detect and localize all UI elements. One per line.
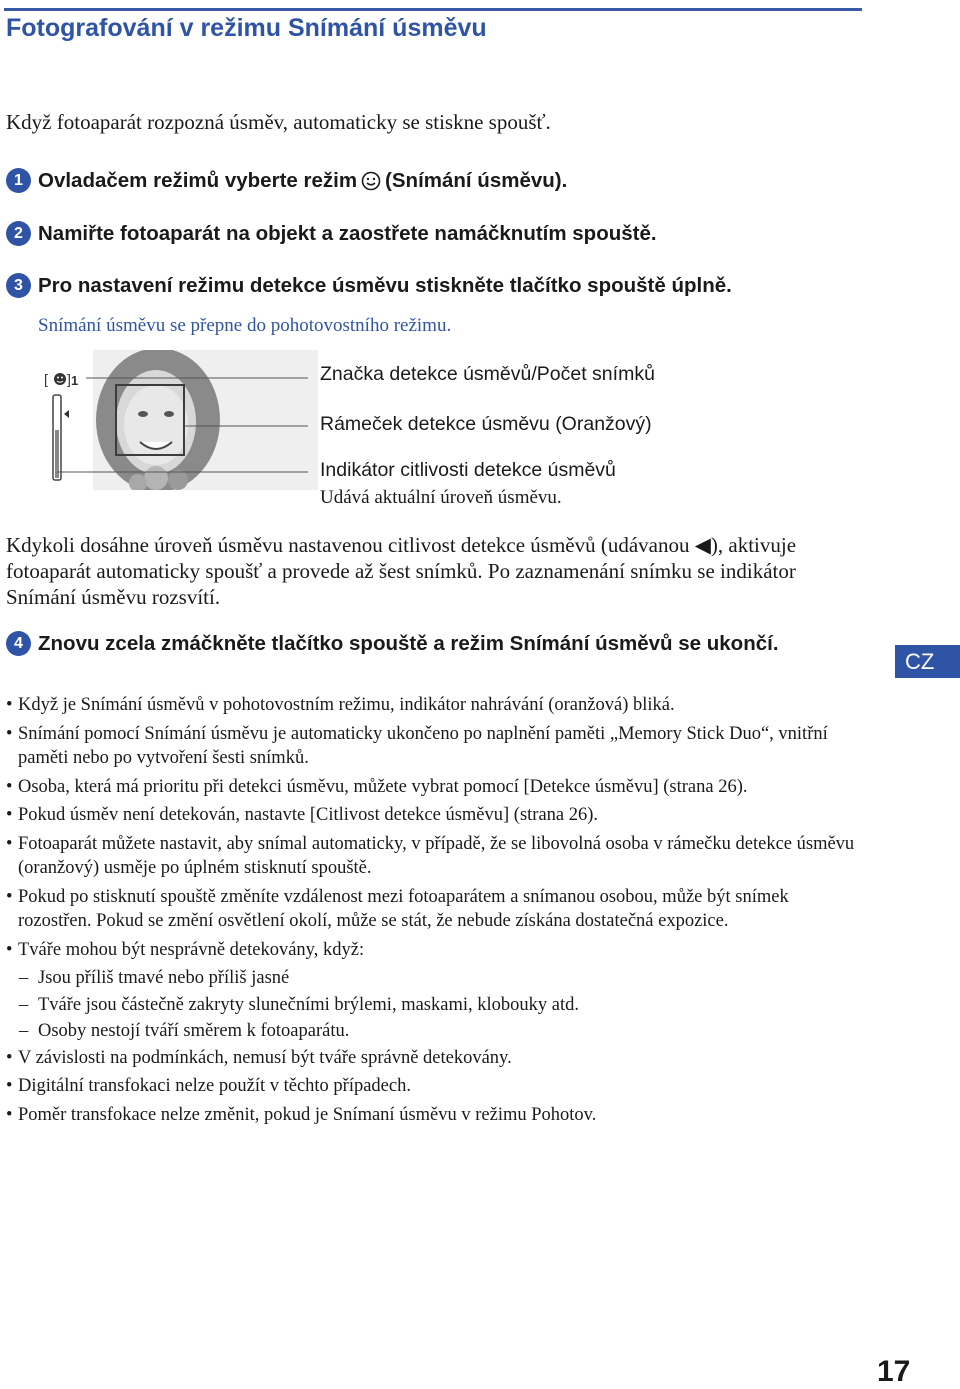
note-item xyxy=(6,722,866,771)
note-item xyxy=(6,832,866,881)
note-item xyxy=(6,1074,866,1099)
step-1 xyxy=(6,168,567,193)
callout-detection-frame: Rámeček detekce úsměvu (Oranžový) xyxy=(320,413,652,435)
note-text: V závislosti na podmínkách, nemusí být tváře správně detekovány. xyxy=(18,1047,512,1068)
step-number: 4 xyxy=(6,631,31,656)
note-text: Pokud po stisknutí spouště změníte vzdálenost mezi fotoaparátem a snímanou osobou, může být snímek rozostřen. Pokud se změní osvětlení okolí, může se stát, že nebude získána dostatečná expozice. xyxy=(18,886,789,931)
note-text: Když je Snímání úsměvů v pohotovostním režimu, indikátor nahrávání (oranžová) bliká. xyxy=(18,695,675,715)
note-text: Digitální transfokaci nelze použít v těchto případech. xyxy=(18,1076,411,1096)
note-text: Tváře mohou být nesprávně detekovány, když: xyxy=(18,939,365,960)
step-number: 1 xyxy=(6,168,31,193)
note-text: Osoby nestojí tváří směrem k fotoaparátu. xyxy=(38,1021,350,1041)
note-text: Fotoaparát můžete nastavit, aby snímal automaticky, v případě, že se libovolná osoba v rámečku detekce úsměvu (oranžový) usměje po úplném stisknutí spouště. xyxy=(18,833,855,878)
note-subitem xyxy=(6,1019,866,1044)
step-4 xyxy=(6,631,779,656)
camera-screen-illustration xyxy=(38,350,318,490)
callout-smile-mark: Značka detekce úsměvů/Počet snímků xyxy=(320,363,655,385)
note-subitem xyxy=(6,966,866,991)
note-text: Tváře jsou částečně zakryty slunečními brýlemi, maskami, klobouky atd. xyxy=(38,994,579,1015)
shot-count: 1 xyxy=(71,373,79,388)
callout-sensitivity-desc: Udává aktuální úroveň úsměvu. xyxy=(320,487,562,508)
step-3-subtext: Snímání úsměvu se přepne do pohotovostního režimu. xyxy=(38,315,452,336)
bullet-marker: • xyxy=(6,1104,13,1125)
dash-marker: – xyxy=(19,968,29,988)
intro-text: Když fotoaparát rozpozná úsměv, automaticky se stiskne spoušť. xyxy=(6,110,551,134)
notes-list xyxy=(6,693,866,1131)
bullet-marker: • xyxy=(6,886,13,907)
step-number: 3 xyxy=(6,273,31,298)
page-number: 17 xyxy=(877,1355,911,1388)
dash-marker: – xyxy=(19,1021,29,1041)
note-item xyxy=(6,693,866,718)
step-text: Pro nastavení režimu detekce úsměvu stiskněte tlačítko spouště úplně. xyxy=(38,273,732,297)
bullet-marker: • xyxy=(6,805,13,825)
dash-marker: – xyxy=(19,994,29,1015)
explanation-paragraph: Kdykoli dosáhne úroveň úsměvu nastavenou citlivost detekce úsměvů (udávanou ◀), aktivuje fotoaparát automaticky spoušť a provede až šest snímků. Po zaznamenání snímku se indikátor Snímání úsměvu rozsvítí. xyxy=(6,533,797,609)
note-text: Snímání pomocí Snímání úsměvu je automaticky ukončeno po naplnění paměti „Memory Stick Duo“, vnitřní paměti nebo po vytvoření šesti snímků. xyxy=(18,723,828,768)
bullet-marker: • xyxy=(6,939,13,960)
language-badge: CZ xyxy=(895,645,960,678)
callout-sensitivity-indicator: Indikátor citlivosti detekce úsměvů xyxy=(320,459,616,481)
step-text: Ovladačem režimů vyberte režim xyxy=(38,168,358,192)
note-subitem xyxy=(6,993,866,1018)
note-text: Poměr transfokace nelze změnit, pokud je Snímaní úsměvu v režimu Pohotov. xyxy=(18,1104,597,1125)
bullet-marker: • xyxy=(6,776,13,797)
step-text: Namiřte fotoaparát na objekt a zaostřete namáčknutím spouště. xyxy=(38,221,657,245)
note-item xyxy=(6,803,866,828)
note-text: Jsou příliš tmavé nebo příliš jasné xyxy=(38,968,290,988)
smile-icon xyxy=(361,171,381,191)
note-item xyxy=(6,1103,866,1128)
note-item xyxy=(6,885,866,934)
bullet-marker: • xyxy=(6,833,13,854)
page-title: Fotografování v režimu Snímání úsměvu xyxy=(6,14,487,42)
step-3 xyxy=(6,273,732,298)
step-number: 2 xyxy=(6,221,31,246)
svg-text:]: ] xyxy=(67,371,71,387)
svg-text:[: [ xyxy=(44,371,48,387)
bullet-marker: • xyxy=(6,1076,13,1096)
bullet-marker: • xyxy=(6,723,13,744)
bullet-marker: • xyxy=(6,695,13,715)
step-text: Znovu zcela zmáčkněte tlačítko spouště a režim Snímání úsměvů se ukončí. xyxy=(38,631,779,655)
note-item xyxy=(6,938,866,963)
note-text: Pokud úsměv není detekován, nastavte [Citlivost detekce úsměvu] (strana 26). xyxy=(18,805,599,825)
step-text-suffix: (Snímání úsměvu). xyxy=(385,168,568,192)
header-rule xyxy=(4,8,862,11)
note-item xyxy=(6,1046,866,1071)
note-text: Osoba, která má prioritu při detekci úsměvu, můžete vybrat pomocí [Detekce úsměvu] (strana 26). xyxy=(18,776,748,797)
bullet-marker: • xyxy=(6,1047,13,1068)
step-2 xyxy=(6,221,657,246)
note-item xyxy=(6,775,866,800)
